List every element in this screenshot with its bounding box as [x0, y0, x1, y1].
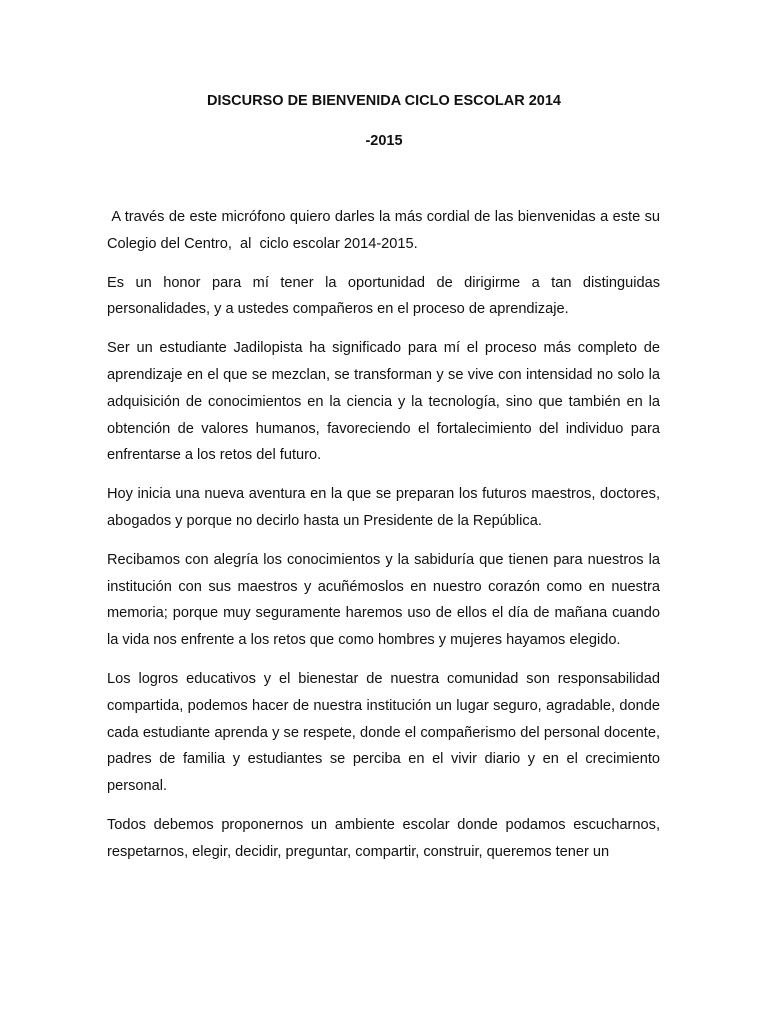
paragraph: Hoy inicia una nueva aventura en la que se preparan los futuros maestros, doctores, abogados y porque no decirlo hasta un Presidente de la República.	[107, 486, 660, 529]
document-title-continued: -2015	[365, 133, 403, 149]
paragraph: A través de este micrófono quiero darles la más cordial de las bienvenidas a este su Colegio del Centro, al ciclo escolar 2014-2015.	[107, 209, 665, 252]
document-body	[107, 204, 665, 877]
paragraph: Los logros educativos y el bienestar de nuestra comunidad son responsabilidad compartida, podemos hacer de nuestra institución un lugar seguro, agradable, donde cada estudiante aprenda y se respete, donde el compañerismo del personal docente, padres de familia y estudiantes se perciba en el vivir diario y en el crecimiento personal.	[107, 670, 660, 795]
paragraph: Recibamos con alegría los conocimientos y la sabiduría que tienen para nuestros la institución con sus maestros y acuñémoslos en nuestro corazón como en nuestra memoria; porque muy seguramente haremos uso de ellos el día de mañana cuando la vida nos enfrente a los retos que como hombres y mujeres hayamos elegido.	[107, 551, 660, 649]
paragraph: Ser un estudiante Jadilopista ha significado para mí el proceso más completo de aprendizaje en el que se mezclan, se transforman y se vive con intensidad no solo la adquisición de conocimientos en la ciencia y la tecnología, sino que también en la obtención de valores humanos, favoreciendo el fortalecimiento del individuo para enfrentarse a los retos del futuro.	[107, 340, 660, 464]
document-title: DISCURSO DE BIENVENIDA CICLO ESCOLAR 2014	[207, 93, 561, 109]
paragraph: Es un honor para mí tener la oportunidad de dirigirme a tan distinguidas personalidades, y a ustedes compañeros en el proceso de aprendizaje.	[107, 274, 660, 318]
paragraph: Todos debemos proponernos un ambiente escolar donde podamos escucharnos, respetarnos, elegir, decidir, preguntar, compartir, construir, queremos tener un	[107, 816, 660, 860]
